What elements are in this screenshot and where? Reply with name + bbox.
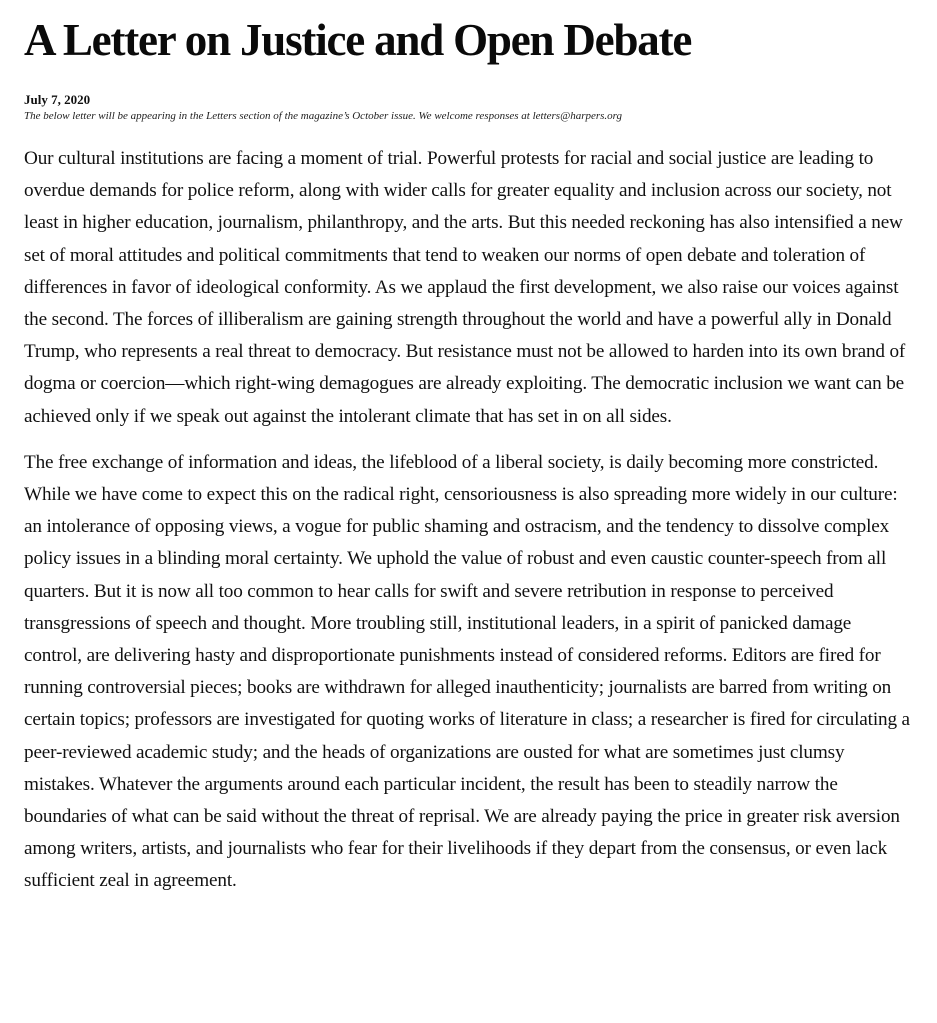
article-body <box>24 143 913 898</box>
article-date: July 7, 2020 <box>24 92 91 107</box>
editor-note: The below letter will be appearing in the Letters section of the magazine’s October issue. We welcome responses at letters@harpers.org <box>24 110 623 122</box>
article-title: A Letter on Justice and Open Debate <box>24 15 692 65</box>
paragraph: The free exchange of information and ideas, the lifeblood of a liberal society, is daily becoming more constricted. While we have come to expect this on the radical right, censoriousness is also spreading more widely in our culture: an intolerance of opposing views, a vogue for public shaming and ostracism, and the tendency to dissolve complex policy issues in a blinding moral certainty. We uphold the value of robust and even caustic counter-speech from all quarters. But it is now all too common to hear calls for swift and severe retribution in response to perceived transgressions of speech and thought. More troubling still, institutional leaders, in a spirit of panicked damage control, are delivering hasty and disproportionate punishments instead of considered reforms. Editors are fired for running controversial pieces; books are withdrawn for alleged inauthenticity; journalists are barred from writing on certain topics; professors are investigated for quoting works of literature in class; a researcher is fired for circulating a peer-reviewed academic study; and the heads of organizations are ousted for what are sometimes just clumsy mistakes. Whatever the arguments around each particular incident, the result has been to steadily narrow the boundaries of what can be said without the threat of reprisal. We are already paying the price in greater risk aversion among writers, artists, and journalists who fear for their livelihoods if they depart from the consensus, or even lack sufficient zeal in agreement. <box>24 451 910 892</box>
paragraph: Our cultural institutions are facing a moment of trial. Powerful protests for racial and social justice are leading to overdue demands for police reform, along with wider calls for greater equality and inclusion across our society, not least in higher education, journalism, philanthropy, and the arts. But this needed reckoning has also intensified a new set of moral attitudes and political commitments that tend to weaken our norms of open debate and toleration of differences in favor of ideological conformity. As we applaud the first development, we also raise our voices against the second. The forces of illiberalism are gaining strength throughout the world and have a powerful ally in Donald Trump, who represents a real threat to democracy. But resistance must not be allowed to harden into its own brand of dogma or coercion—which right-wing demagogues are already exploiting. The democratic inclusion we want can be achieved only if we speak out against the intolerant climate that has set in on all sides. <box>24 148 906 427</box>
